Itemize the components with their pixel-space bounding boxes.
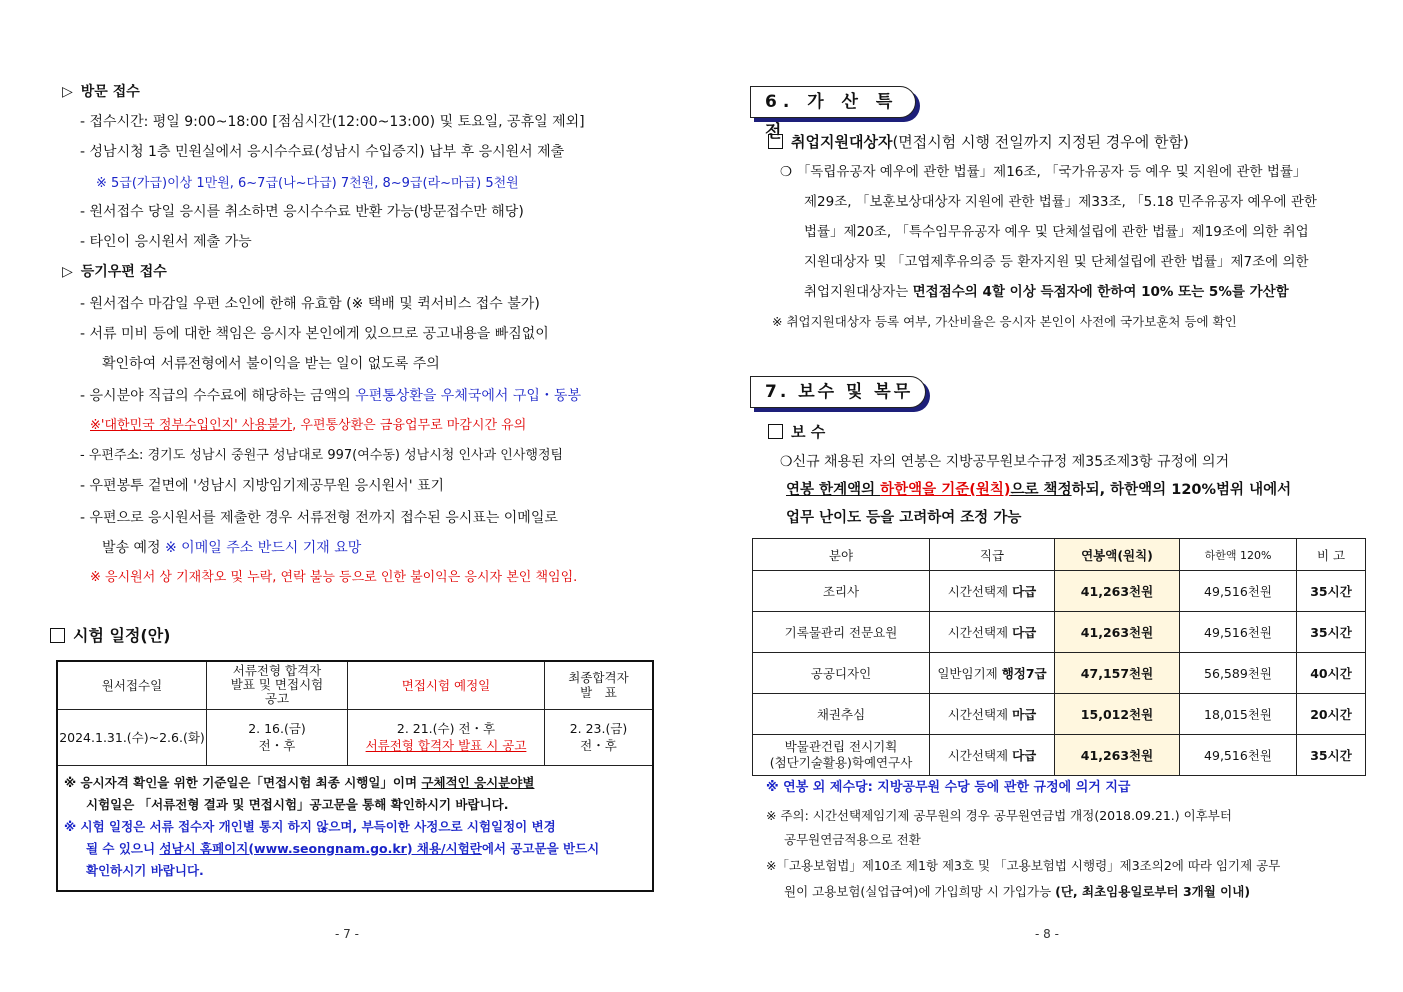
cell-note: 35시간 <box>1297 735 1366 776</box>
insurance-note-cont: 원이 고용보험(실업급여)에 가입희망 시 가입가능 (단, 최초임용일로부터 3개월 이내) <box>784 884 1251 899</box>
cell-note: 35시간 <box>1297 571 1366 612</box>
checkbox-square-icon <box>768 424 783 439</box>
bonus-law-text: 제29조, 「보훈보상대상자 지원에 관한 법률」제33조, 「5.18 민주유공자 예우에 관한 <box>804 194 1317 210</box>
cell-grade: 일반임기제 행정7급 <box>930 653 1055 694</box>
table-row <box>753 735 1366 776</box>
checkbox-square-icon <box>50 628 65 643</box>
notes-cell <box>57 765 653 891</box>
schedule-note: ※ 시험 일정은 서류 접수자 개인별 통지 하지 않으며, 부득이한 사정으로 시험일정이 변경 <box>64 818 556 834</box>
table-notes-row <box>57 765 653 891</box>
bonus-note: ※ 취업지원대상자 등록 여부, 가산비율은 응시자 본인이 사전에 국가보훈처 등에 확인 <box>772 314 1237 329</box>
salary-text: 업무 난이도 등을 고려하여 조정 가능 <box>786 510 1022 526</box>
table-row <box>753 612 1366 653</box>
schedule-note-cont: 시험일은 「서류전형 결과 및 면접시험」공고문을 통해 확인하시기 바랍니다. <box>86 796 509 812</box>
header-cell: 서류전형 합격자 발표 및 면접시험 공고 <box>207 661 348 709</box>
visit-item: - 원서접수 당일 응시를 취소하면 응시수수료 반환 가능(방문접수만 해당) <box>80 204 524 220</box>
table-header-row <box>753 539 1366 571</box>
cell-grade: 시간선택제 다급 <box>930 735 1055 776</box>
mail-item-cont: 발송 예정 ※ 이메일 주소 반드시 기재 요망 <box>102 540 362 556</box>
table-row <box>57 709 653 765</box>
header-cell: 직급 <box>930 539 1055 571</box>
section-7-tag: 7. 보수 및 복무 <box>750 376 926 408</box>
section-6-tag: 6. 가 산 특 전 <box>750 86 916 118</box>
visit-item: - 접수시간: 평일 9:00~18:00 [점심시간(12:00~13:00) 및 토요일, 공휴일 제외] <box>80 114 585 130</box>
cell-pay: 15,012천원 <box>1055 694 1180 735</box>
header-cell: 비 고 <box>1297 539 1366 571</box>
triangle-icon: ▷ <box>62 264 73 280</box>
cell-application-date: 2024.1.31.(수)~2.6.(화) <box>57 709 207 765</box>
mail-item-cont: 확인하여 서류전형에서 불이익을 받는 일이 없도록 주의 <box>102 356 440 372</box>
visit-heading: ▷ 방문 접수 <box>62 84 140 100</box>
schedule-note-cont: 될 수 있으니 성남시 홈페이지(www.seongnam.go.kr) 채용/시험란에서 공고문을 반드시 <box>86 840 600 856</box>
table-row <box>753 694 1366 735</box>
visit-item: - 성남시청 1층 민원실에서 응시수수료(성남시 수입증지) 납부 후 응시원서 제출 <box>80 144 565 160</box>
cell-note: 40시간 <box>1297 653 1366 694</box>
left-page <box>0 0 700 992</box>
salary-text: ❍신규 채용된 자의 연봉은 지방공무원보수규정 제35조제3항 규정에 의거 <box>780 454 1230 470</box>
schedule-heading: 시험 일정(안) <box>50 626 170 646</box>
bonus-law-text: 법률」제20조, 「특수임무유공자 예우 및 단체설립에 관한 법률」제19조에 의한 취업 <box>804 224 1309 240</box>
cell-max: 49,516천원 <box>1180 571 1297 612</box>
table-header-row <box>57 661 653 709</box>
cell-grade: 시간선택제 다급 <box>930 571 1055 612</box>
header-cell: 하한액 120% <box>1180 539 1297 571</box>
schedule-note-cont: 확인하시기 바랍니다. <box>86 862 204 878</box>
cell-interview-date: 2. 21.(수) 전・후 서류전형 합격자 발표 시 공고 <box>348 709 545 765</box>
page-number: - 7 - <box>335 927 359 941</box>
cell-max: 18,015천원 <box>1180 694 1297 735</box>
cell-field: 기록물관리 전문요원 <box>753 612 930 653</box>
cell-pay: 47,157천원 <box>1055 653 1180 694</box>
cell-field: 채권추심 <box>753 694 930 735</box>
stamp-warning: ※'대한민국 정부수입인지' 사용불가, 우편통상환은 금융업무로 마감시간 유의 <box>90 418 527 433</box>
mail-item: - 응시분야 직급의 수수료에 해당하는 금액의 우편통상환을 우체국에서 구입・동봉 <box>80 388 581 404</box>
cell-pay: 41,263천원 <box>1055 571 1180 612</box>
schedule-note: ※ 응시자격 확인을 위한 기준일은「면접시험 최종 시행일」이며 구체적인 응시분야별 <box>64 774 535 790</box>
circle-bullet-icon: ❍ <box>780 454 793 470</box>
pension-note-cont: 공무원연금적용으로 전환 <box>784 832 921 847</box>
cell-document-result: 2. 16.(금) 전・후 <box>207 709 348 765</box>
cell-note: 20시간 <box>1297 694 1366 735</box>
cell-field: 조리사 <box>753 571 930 612</box>
circle-bullet-icon: ❍ <box>780 164 797 180</box>
responsibility-note: ※ 응시원서 상 기재착오 및 누락, 연락 불능 등으로 인한 불이익은 응시자 본인 책임임. <box>90 570 578 585</box>
bonus-law-text: 취업지원대상자는 면접점수의 4할 이상 득점자에 한하여 10% 또는 5%를 가산함 <box>804 284 1289 300</box>
header-cell: 분야 <box>753 539 930 571</box>
header-cell: 최종합격자 발 표 <box>545 661 654 709</box>
cell-max: 49,516천원 <box>1180 735 1297 776</box>
cell-field: 박물관건립 전시기획 (첨단기술활용)학예연구사 <box>753 735 930 776</box>
checkbox-square-icon <box>768 134 783 149</box>
bonus-law-text: 지원대상자 및 「고엽제후유의증 등 환자지원 및 단체설립에 관한 법률」제7조에 의한 <box>804 254 1309 270</box>
salary-table <box>752 538 1366 776</box>
cell-max: 56,589천원 <box>1180 653 1297 694</box>
mail-item: - 서류 미비 등에 대한 책임은 응시자 본인에게 있으므로 공고내용을 빠짐없이 <box>80 326 549 342</box>
homepage-link[interactable]: 성남시 홈페이지(www.seongnam.go.kr) 채용/시험란 <box>159 840 482 856</box>
mail-item: - 원서접수 마감일 우편 소인에 한해 유효함 (※ 택배 및 퀵서비스 접수 불가) <box>80 296 540 312</box>
fee-note: ※ 5급(가급)이상 1만원, 6~7급(나~다급) 7천원, 8~9급(라~마급) 5천원 <box>96 176 519 191</box>
schedule-table <box>56 660 654 892</box>
visit-item: - 타인이 응시원서 제출 가능 <box>80 234 252 250</box>
bonus-heading: 취업지원대상자(면접시험 시행 전일까지 지정된 경우에 한함) <box>768 132 1189 152</box>
bonus-law-text: ❍ 「독립유공자 예우에 관한 법률」제16조, 「국가유공자 등 예우 및 지원에 관한 법률」 <box>780 164 1307 180</box>
table-row <box>753 653 1366 694</box>
cell-pay: 41,263천원 <box>1055 612 1180 653</box>
pension-note: ※ 주의: 시간선택제임기제 공무원의 경우 공무원연금법 개정(2018.09.21.) 이후부터 <box>766 808 1232 823</box>
right-page <box>700 0 1403 992</box>
header-cell: 원서접수일 <box>57 661 207 709</box>
cell-final-result: 2. 23.(금) 전・후 <box>545 709 654 765</box>
cell-grade: 시간선택제 마급 <box>930 694 1055 735</box>
triangle-icon: ▷ <box>62 84 73 100</box>
salary-text: 연봉 한계액의 하한액을 기준(원칙)으로 책정하되, 하한액의 120%범위 내에서 <box>786 482 1292 498</box>
mail-heading: ▷ 등기우편 접수 <box>62 264 167 280</box>
allowance-note: ※ 연봉 외 제수당: 지방공무원 수당 등에 관한 규정에 의거 지급 <box>766 780 1131 795</box>
salary-heading: 보 수 <box>768 422 825 442</box>
cell-note: 35시간 <box>1297 612 1366 653</box>
cell-field: 공공디자인 <box>753 653 930 694</box>
table-row <box>753 571 1366 612</box>
mail-address: - 우편주소: 경기도 성남시 중원구 성남대로 997(여수동) 성남시청 인사과 인사행정팀 <box>80 448 564 463</box>
cell-pay: 41,263천원 <box>1055 735 1180 776</box>
insurance-note: ※「고용보험법」제10조 제1항 제3호 및 「고용보험법 시행령」제3조의2에 따라 임기제 공무 <box>766 858 1281 873</box>
header-cell: 연봉액(원칙) <box>1055 539 1180 571</box>
header-cell: 면접시험 예정일 <box>348 661 545 709</box>
mail-item: - 우편봉투 겉면에 '성남시 지방임기제공무원 응시원서' 표기 <box>80 478 445 494</box>
page-number: - 8 - <box>1035 927 1059 941</box>
cell-grade: 시간선택제 다급 <box>930 612 1055 653</box>
mail-item: - 우편으로 응시원서를 제출한 경우 서류전형 전까지 접수된 응시표는 이메일로 <box>80 510 558 526</box>
cell-max: 49,516천원 <box>1180 612 1297 653</box>
